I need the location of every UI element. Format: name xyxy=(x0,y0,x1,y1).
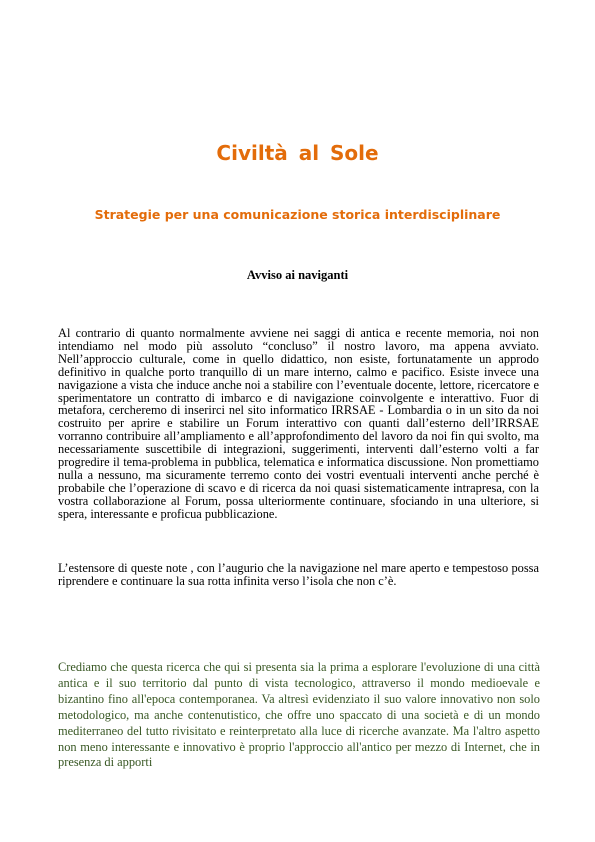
intro-paragraph: Al contrario di quanto normalmente avviene nei saggi di antica e recente memoria, noi non intendiamo nel modo più assoluto “concluso” il nostro lavoro, ma appena avviato. Nell’approccio culturale, come in quello didattico, non esiste, fortunatamente un approdo definitivo in qualche porto tranquillo di un mare interno, calmo e pacifico. Esiste invece una navigazione a vista che induce anche noi a stabilire con l’eventuale docente, lettore, ricercatore e sperimentatore un contratto di imbarco e di navigazione coinvolgente e interattivo. Fuor di metafora, cercheremo di inserirci nel sito informatico IRRSAE - Lombardia o in un sito da noi costruito per aprire e stabilire un Forum interattivo con quanti dall’esterno dell’IRRSAE vorranno contribuire all’ampliamento e all’approfondimento del lavoro da noi fin qui svolto, ma necessariamente suscettibile di integrazioni, suggerimenti, interventi dall’esterno volti a far progredire il tema-problema in pubblica, telematica e informatica discussione. Non promettiamo nulla a nessuno, ma sicuramente terremo conto dei vostri eventuali interventi anche perché è probabile che l’operazione di scavo e di ricerca da noi quasi sistematicamente intrapresa, con la vostra collaborazione al Forum, possa ulteriormente continuare, sfociando in una ulteriore, si spera, interessante e proficua pubblicazione. xyxy=(58,326,539,521)
closing-paragraph: L’estensore di queste note , con l’augurio che la navigazione nel mare aperto e tempestoso possa riprendere e continuare la sua rotta infinita verso l’isola che non c’è. xyxy=(58,561,539,588)
page-subtitle: Strategie per una comunicazione storica interdisciplinare xyxy=(94,207,501,222)
page-title: Civiltà al Sole xyxy=(216,141,379,165)
notice-heading: Avviso ai naviganti xyxy=(246,268,349,282)
research-paragraph: Crediamo che questa ricerca che qui si presenta sia la prima a esplorare l'evoluzione di una città antica e il suo territorio dal punto di vista tecnologico, attraverso il mondo medioevale e bizantino fino all'epoca contemporanea. Va altresì evidenziato il suo valore innovativo non solo metodologico, ma anche contenutistico, che offre uno spaccato di una società e di un mondo mediterraneo del tutto rivisitato e reinterpretato alla luce di ricerche avanzate. Ma l'altro aspetto non meno interessante e innovativo è proprio l'approccio all'antico per mezzo di Internet, che in presenza di apporti xyxy=(58,660,540,770)
